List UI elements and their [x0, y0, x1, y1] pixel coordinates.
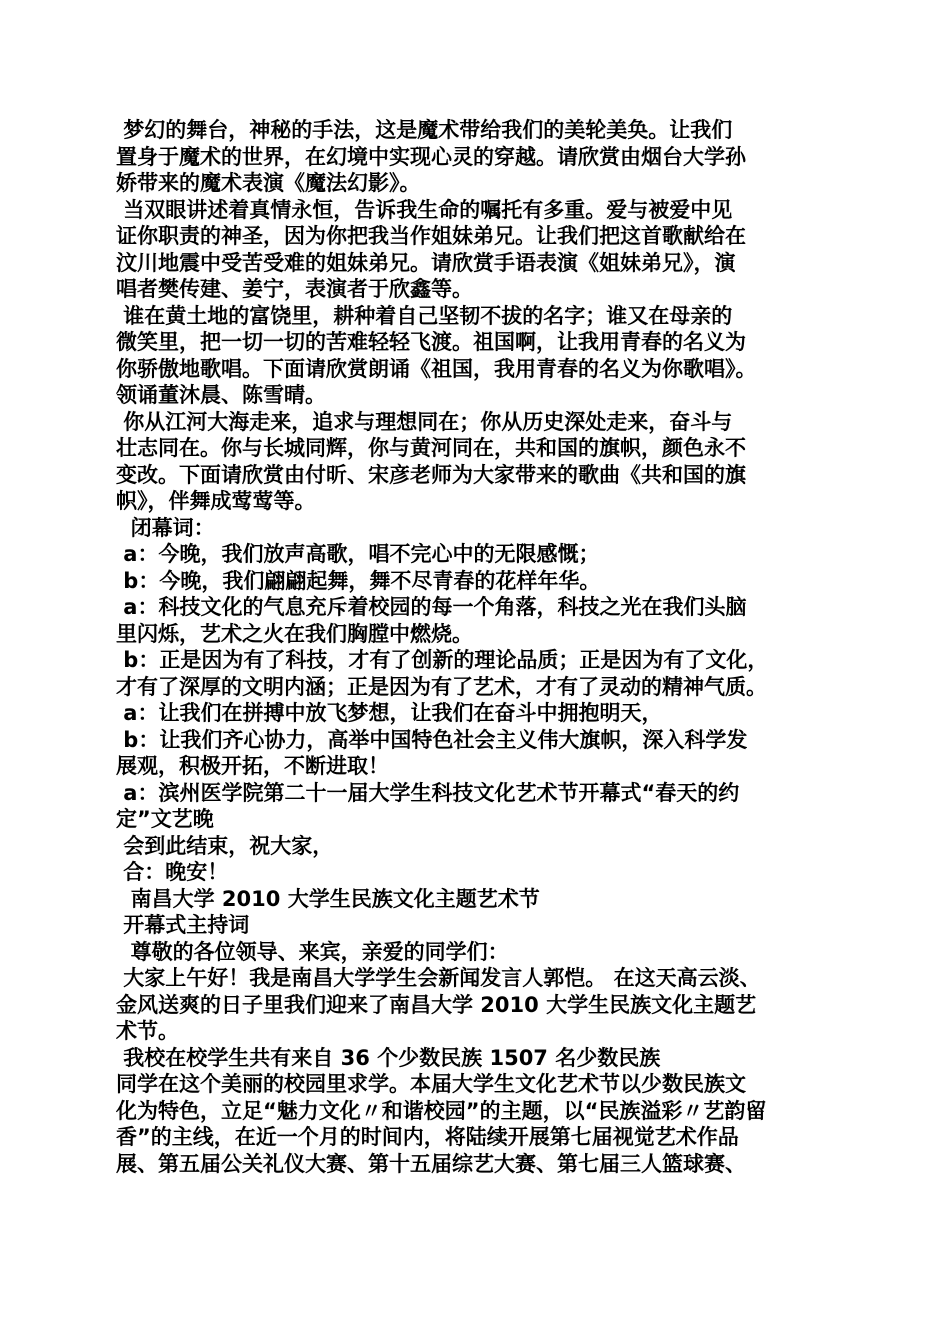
text-line: a：滨州医学院第二十一届大学生科技文化艺术节开幕式“春天的约: [116, 780, 740, 805]
text-line: 里闪烁，艺术之火在我们胸膛中燃烧。: [116, 621, 473, 646]
text-line: 南昌大学 2010 大学生民族文化主题艺术节: [116, 886, 540, 911]
text-line: 闭幕词：: [116, 515, 215, 540]
text-line: 微笑里，把一切一切的苦难轻轻飞渡。祖国啊，让我用青春的名义为: [116, 330, 746, 354]
text-line: 变改。下面请欣赏由付昕、宋彦老师为大家带来的歌曲《共和国的旗: [116, 462, 746, 487]
text-line: 汶川地震中受苦受难的姐妹弟兄。请欣赏手语表演《姐妹弟兄》，演: [116, 250, 736, 275]
text-line: 化为特色，立足“魅力文化〃和谐校园”的主题，以“民族溢彩〃艺韵留: [116, 1098, 767, 1123]
document-page: [116, 117, 846, 1177]
text-line: 娇带来的魔术表演《魔法幻影》。: [116, 171, 421, 195]
text-line: 定”文艺晚: [116, 807, 214, 831]
text-line: a：让我们在拼搏中放飞梦想，让我们在奋斗中拥抱明天，: [116, 701, 663, 725]
text-line: 梦幻的舞台，神秘的手法，这是魔术带给我们的美轮美奂。让我们: [116, 118, 733, 142]
text-line: 术节。: [116, 1019, 179, 1043]
text-line: 大家上午好！我是南昌大学学生会新闻发言人郭恺。 在这天高云淡、: [116, 966, 761, 990]
text-line: 你骄傲地歌唱。下面请欣赏朗诵《祖国，我用青春的名义为你歌唱》。: [116, 356, 757, 381]
text-line: 香”的主线，在近一个月的时间内，将陆续开展第七届视觉艺术作品: [116, 1125, 739, 1149]
text-line: 会到此结束，祝大家，: [116, 833, 334, 858]
text-line: 同学在这个美丽的校园里求学。本届大学生文化艺术节以少数民族文: [116, 1072, 746, 1096]
text-line: 帜》，伴舞成莺莺等。: [116, 489, 316, 513]
text-line: a：科技文化的气息充斥着校园的每一个角落，科技之光在我们头脑: [116, 595, 747, 619]
text-line: 我校在校学生共有来自 36 个少数民族 1507 名少数民族: [116, 1045, 661, 1070]
text-line: 合：晚安！: [116, 860, 229, 884]
text-line: 开幕式主持词: [116, 913, 250, 937]
text-line: b：今晚，我们翩翩起舞，舞不尽青春的花样年华。: [116, 568, 601, 593]
text-line: b：正是因为有了科技，才有了创新的理论品质；正是因为有了文化，: [116, 648, 769, 672]
text-line: 金风送爽的日子里我们迎来了南昌大学 2010 大学生民族文化主题艺: [116, 992, 757, 1017]
text-line: 领诵董沐晨、陈雪晴。: [116, 383, 326, 407]
text-line: 置身于魔术的世界，在幻境中实现心灵的穿越。请欣赏由烟台大学孙: [116, 144, 746, 169]
text-line: 尊敬的各位领导、来宾，亲爱的同学们：: [116, 939, 509, 964]
text-line: 才有了深厚的文明内涵；正是因为有了艺术，才有了灵动的精神气质。: [116, 674, 767, 699]
text-line: b：让我们齐心协力，高举中国特色社会主义伟大旗帜，深入科学发: [116, 727, 748, 752]
text-line: 壮志同在。你与长城同辉，你与黄河同在，共和国的旗帜，颜色永不: [116, 436, 746, 460]
text-line: 唱者樊传建、姜宁，表演者于欣鑫等。: [116, 277, 473, 301]
text-line: 谁在黄土地的富饶里，耕种着自己坚韧不拔的名字；谁又在母亲的: [116, 303, 733, 328]
text-line: 展观，积极开拓，不断进取！: [116, 754, 389, 778]
text-line: 你从江河大海走来，追求与理想同在；你从历史深处走来，奋斗与: [116, 409, 733, 434]
text-line: 展、第五届公关礼仪大赛、第十五届综艺大赛、第七届三人篮球赛、: [116, 1151, 746, 1176]
text-line: a：今晚，我们放声高歌，唱不完心中的无限感慨；: [116, 542, 600, 566]
text-line: 证你职责的神圣，因为你把我当作姐妹弟兄。让我们把这首歌献给在: [116, 224, 746, 248]
text-line: 当双眼讲述着真情永恒，告诉我生命的嘱托有多重。爱与被爱中见: [116, 197, 733, 222]
